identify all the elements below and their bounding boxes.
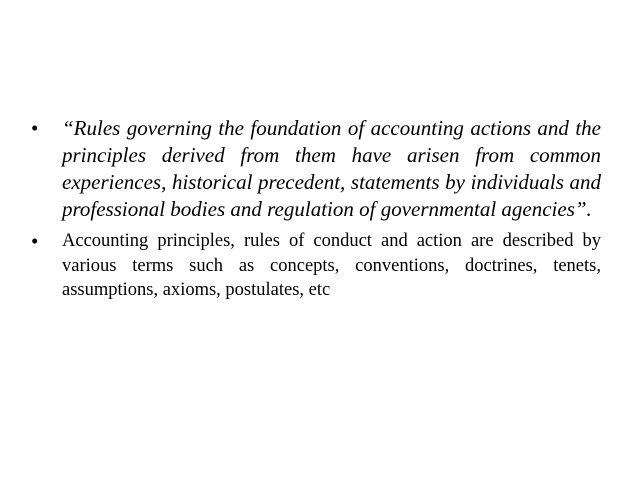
bullet-list [31,115,601,309]
bullet-marker: • [31,116,39,140]
bullet-item-definition-quote [31,115,601,223]
bullet-item-accounting-principles [31,229,601,303]
bullet-text-principles: Accounting principles, rules of conduct and action are described by various terms such as concepts, conventions, doctrines, tenets, assumptions, axioms, postulates, etc [62,231,601,300]
bullet-text-quote: “Rules governing the foundation of accounting actions and the principles derived from them have arisen from common experiences, historical precedent, statements by individuals and professional bodies and regulation of governmental agencies”. [62,116,601,221]
bullet-marker: • [31,229,39,253]
